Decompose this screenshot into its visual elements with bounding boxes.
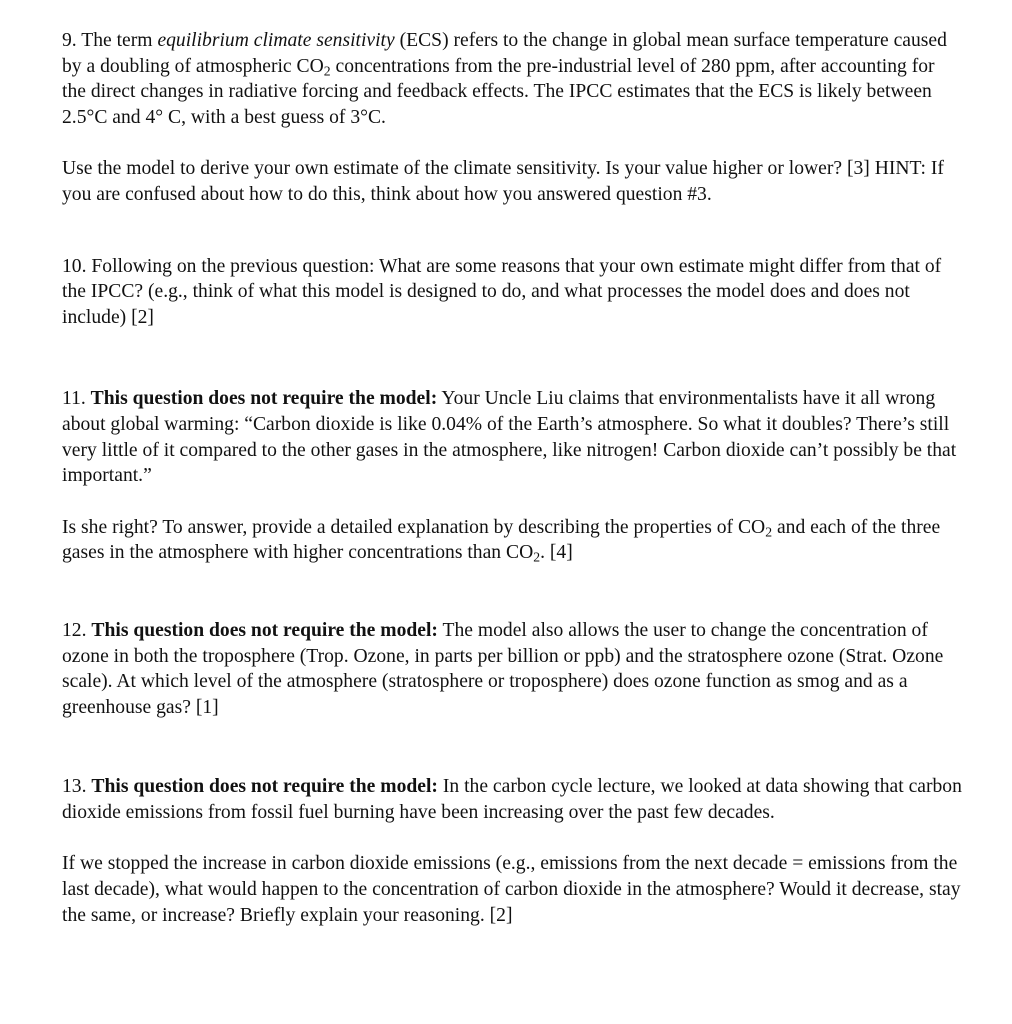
question-13-text: In the carbon cycle lecture, we looked at data showing that carbon dioxide emissions from fossil fuel burning have been increasing over the past few decades.: [62, 776, 962, 823]
question-9-paragraph: [62, 28, 962, 130]
ecs-term: equilibrium climate sensitivity: [157, 30, 395, 51]
question-13-paragraph: [62, 774, 962, 825]
question-13-bold-lead: This question does not require the model:: [91, 776, 438, 798]
question-9-number: 9.: [62, 30, 77, 51]
question-9-task: Use the model to derive your own estimate of the climate sensitivity. Is your value higher or lower? [3] HINT: If you are confused about how to do this, think about how you answered question #3.: [62, 158, 944, 205]
question-11-bold-lead: This question does not require the model:: [90, 388, 438, 410]
question-11-task-a: Is she right? To answer, provide a detailed explanation by describing the properties of CO: [62, 516, 766, 538]
question-11-task-c: . [4]: [540, 542, 573, 564]
question-12-text: The model also allows the user to change the concentration of ozone in both the troposphere (Trop. Ozone, in parts per billion or ppb) and the stratosphere ozone (Strat. Ozone scale). At which level of the atmosphere (stratosphere or troposphere) does ozone function as smog and as a greenhouse gas? [1]: [62, 619, 944, 718]
question-11-task-b: and each of the three gases in the atmosphere with higher concentrations than CO: [62, 516, 941, 564]
co2-subscript: 2: [765, 524, 773, 540]
question-10-paragraph: 10. Following on the previous question: What are some reasons that your own estimate might differ from that of the IPCC? (e.g., think of what this model is designed to do, and what processes the model does and does not include) [2]: [62, 255, 942, 328]
co2-subscript: 2: [323, 63, 331, 79]
question-13-number: 13.: [62, 776, 87, 798]
question-12-number: 12.: [62, 619, 87, 641]
co2-subscript: 2: [533, 549, 541, 565]
question-9-definition-b: concentrations from the pre-industrial level of 280 ppm, after accounting for the direct changes in radiative forcing and feedback effects. The IPCC estimates that the ECS is likely between 2.5°C and 4° C, with a best guess of 3°C.: [62, 55, 935, 128]
question-11-task: [62, 515, 962, 566]
question-13-task: If we stopped the increase in carbon dioxide emissions (e.g., emissions from the next decade = emissions from the last decade), what would happen to the concentration of carbon dioxide in the atmosphere? Would it decrease, stay the same, or increase? Briefly explain your reasoning. [2]: [62, 853, 961, 926]
question-document: [62, 28, 962, 928]
question-12-paragraph: [62, 618, 962, 720]
question-9-definition-a: (ECS) refers to the change in global mean surface temperature caused by a doubling of atmospheric CO: [62, 30, 947, 77]
question-12-bold-lead: This question does not require the model:: [91, 619, 438, 641]
question-11-number: 11.: [62, 388, 86, 410]
question-11-claim: Your Uncle Liu claims that environmentalists have it all wrong about global warming: “Carbon dioxide is like 0.04% of the Earth’s atmosphere. So what it doubles? There’s still very little of it compared to the other gases in the atmosphere, like nitrogen! Carbon dioxide can’t possibly be that important.”: [62, 388, 957, 487]
question-9-intro: The term: [81, 30, 153, 51]
question-11-paragraph: [62, 386, 962, 488]
